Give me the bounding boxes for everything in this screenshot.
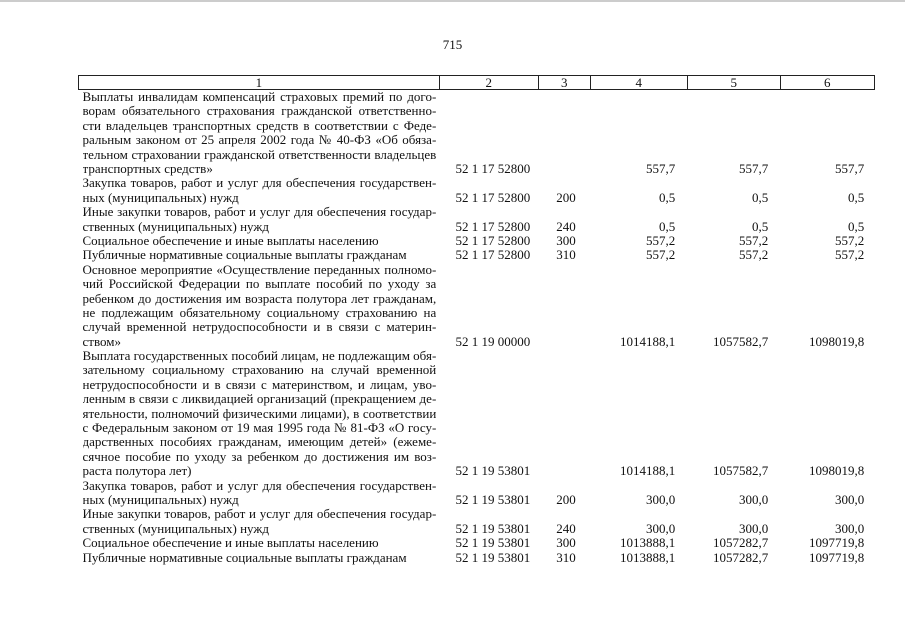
table-row: [79, 248, 875, 262]
description-line: Публичные нормативные социальные выплаты гражданам: [82, 248, 407, 263]
row-code: 52 1 19 53801: [455, 535, 531, 551]
row-expense-type: [538, 263, 590, 349]
row-value-col6: 1098019,8: [809, 333, 865, 349]
row-value-col5: 300,0: [739, 491, 769, 507]
header-col-2: 2: [439, 76, 538, 90]
row-value-col5: 557,2: [739, 232, 769, 248]
row-code: 52 1 17 52800: [455, 232, 531, 248]
header-col-6: 6: [780, 76, 874, 90]
table-row: [79, 536, 875, 550]
description-line: ребенком до достижения им возраста полутора лет гражданам,: [82, 291, 437, 306]
description-line: сячное пособие по уходу за ребенком до достижения им воз-: [82, 449, 437, 464]
row-description: [79, 234, 440, 248]
description-line: Иные закупки товаров, работ и услуг для обеспечения государ-: [82, 507, 437, 522]
description-line: Закупка товаров, работ и услуг для обеспечения государствен-: [82, 478, 437, 493]
row-value-col6: 0,5: [848, 189, 865, 205]
row-description: [79, 349, 440, 479]
description-line: случай временной нетрудоспособности и в связи с материн-: [82, 320, 437, 335]
description-line: ворам обязательного страхования гражданской ответственно-: [82, 104, 437, 119]
row-code: 52 1 19 53801: [455, 549, 531, 565]
row-expense-type: 200: [556, 491, 576, 507]
description-line: сти владельцев транспортных средств в соответствии с Феде-: [82, 118, 437, 133]
description-line: ленным в связи с ликвидацией организаций (прекращением де-: [82, 392, 437, 407]
row-value-col6: 0,5: [848, 218, 865, 234]
row-expense-type: [538, 90, 590, 177]
row-value-col5: 1057582,7: [713, 463, 769, 479]
table-row: [79, 176, 875, 205]
row-value-col4: 300,0: [646, 520, 676, 536]
row-value-col6: 1097719,8: [809, 535, 865, 551]
row-description: [79, 551, 440, 565]
description-line: зательному социальному страхованию на случай временной: [82, 363, 437, 378]
description-line: Социальное обеспечение и иные выплаты населению: [82, 233, 379, 248]
row-value-col6: 557,7: [835, 160, 865, 176]
row-value-col5: 557,2: [739, 247, 769, 263]
description-line: Иные закупки товаров, работ и услуг для обеспечения государ-: [82, 205, 437, 220]
row-expense-type: 200: [556, 189, 576, 205]
header-col-5: 5: [687, 76, 780, 90]
description-line: ственных (муниципальных) нужд: [82, 521, 269, 536]
row-value-col5: 1057282,7: [713, 535, 769, 551]
row-description: [79, 263, 440, 349]
row-value-col4: 0,5: [659, 218, 676, 234]
row-value-col4: 1013888,1: [620, 535, 676, 551]
header-col-1: 1: [79, 76, 440, 90]
row-value-col4: 300,0: [646, 491, 676, 507]
description-line: ятельности, полномочий физическими лицами), в соответствии: [82, 406, 437, 421]
scan-edge: [0, 0, 905, 2]
description-line: Выплата государственных пособий лицам, не подлежащим обя-: [82, 349, 437, 364]
row-code: 52 1 19 53801: [455, 463, 531, 479]
description-line: Социальное обеспечение и иные выплаты населению: [82, 536, 379, 551]
row-description: [79, 205, 440, 234]
description-line: ных (муниципальных) нужд: [82, 190, 239, 205]
row-value-col4: 0,5: [659, 189, 676, 205]
description-line: ных (муниципальных) нужд: [82, 492, 239, 507]
description-line: не подлежащим обязательному социальному страхованию на: [82, 305, 437, 320]
row-value-col5: 0,5: [752, 189, 769, 205]
row-value-col4: 557,2: [646, 247, 676, 263]
table-row: [79, 479, 875, 508]
description-line: дарственных пособиях гражданам, имеющим детей» (ежеме-: [82, 435, 437, 450]
row-description: [79, 248, 440, 262]
table-row: [79, 90, 875, 177]
description-line: Выплаты инвалидам компенсаций страховых премий по дого-: [82, 90, 437, 104]
row-code: 52 1 17 52800: [455, 247, 531, 263]
description-line: транспортных средств»: [82, 161, 213, 176]
table-row: [79, 507, 875, 536]
row-code: 52 1 17 52800: [455, 160, 531, 176]
row-value-col6: 557,2: [835, 247, 865, 263]
row-expense-type: 300: [556, 535, 576, 551]
row-value-col6: 1097719,8: [809, 549, 865, 565]
row-code: 52 1 19 53801: [455, 491, 531, 507]
row-description: [79, 536, 440, 550]
header-col-4: 4: [590, 76, 687, 90]
description-line: Основное мероприятие «Осуществление переданных полномо-: [82, 262, 437, 277]
header-row: [79, 76, 875, 90]
description-line: раста полутора лет): [82, 464, 192, 479]
description-line: тельном страховании гражданской ответственности владельцев: [82, 147, 437, 162]
description-line: Закупка товаров, работ и услуг для обеспечения государствен-: [82, 176, 437, 191]
row-code: 52 1 17 52800: [455, 218, 531, 234]
table-row: [79, 263, 875, 349]
row-value-col5: 1057582,7: [713, 333, 769, 349]
table-row: [79, 551, 875, 565]
row-value-col5: 300,0: [739, 520, 769, 536]
description-line: с Федеральным законом от 19 мая 1995 года № 81-ФЗ «О госу-: [82, 421, 437, 436]
row-value-col6: 557,2: [835, 232, 865, 248]
header-col-3: 3: [538, 76, 590, 90]
description-line: Публичные нормативные социальные выплаты гражданам: [82, 550, 407, 565]
row-expense-type: [538, 349, 590, 479]
row-value-col6: 300,0: [835, 520, 865, 536]
row-description: [79, 176, 440, 205]
description-line: ральным законом от 25 апреля 2002 года № 40-ФЗ «Об обяза-: [82, 133, 437, 148]
description-line: чий Российской Федерации по выплате пособий по уходу за: [82, 277, 437, 292]
row-value-col5: 0,5: [752, 218, 769, 234]
row-value-col5: 1057282,7: [713, 549, 769, 565]
table-row: [79, 234, 875, 248]
row-value-col4: 557,7: [646, 160, 676, 176]
row-value-col4: 557,2: [646, 232, 676, 248]
row-expense-type: 310: [556, 247, 576, 263]
row-description: [79, 90, 440, 177]
row-value-col6: 1098019,8: [809, 463, 865, 479]
description-line: ственных (муниципальных) нужд: [82, 219, 269, 234]
row-description: [79, 507, 440, 536]
row-value-col6: 300,0: [835, 491, 865, 507]
description-line: нетрудоспособности и в связи с материнством, и лицам, уво-: [82, 377, 437, 392]
row-code: 52 1 19 00000: [455, 333, 531, 349]
row-expense-type: 300: [556, 232, 576, 248]
row-value-col4: 1014188,1: [620, 333, 676, 349]
row-code: 52 1 17 52800: [455, 189, 531, 205]
row-value-col4: 1014188,1: [620, 463, 676, 479]
row-expense-type: 240: [556, 218, 576, 234]
row-code: 52 1 19 53801: [455, 520, 531, 536]
description-line: ством»: [82, 334, 121, 349]
row-value-col5: 557,7: [739, 160, 769, 176]
row-expense-type: 310: [556, 549, 576, 565]
page-number: 715: [442, 37, 463, 52]
table-row: [79, 205, 875, 234]
table-row: [79, 349, 875, 479]
row-value-col4: 1013888,1: [620, 549, 676, 565]
row-expense-type: 240: [556, 520, 576, 536]
row-description: [79, 479, 440, 508]
budget-table: [78, 75, 875, 565]
